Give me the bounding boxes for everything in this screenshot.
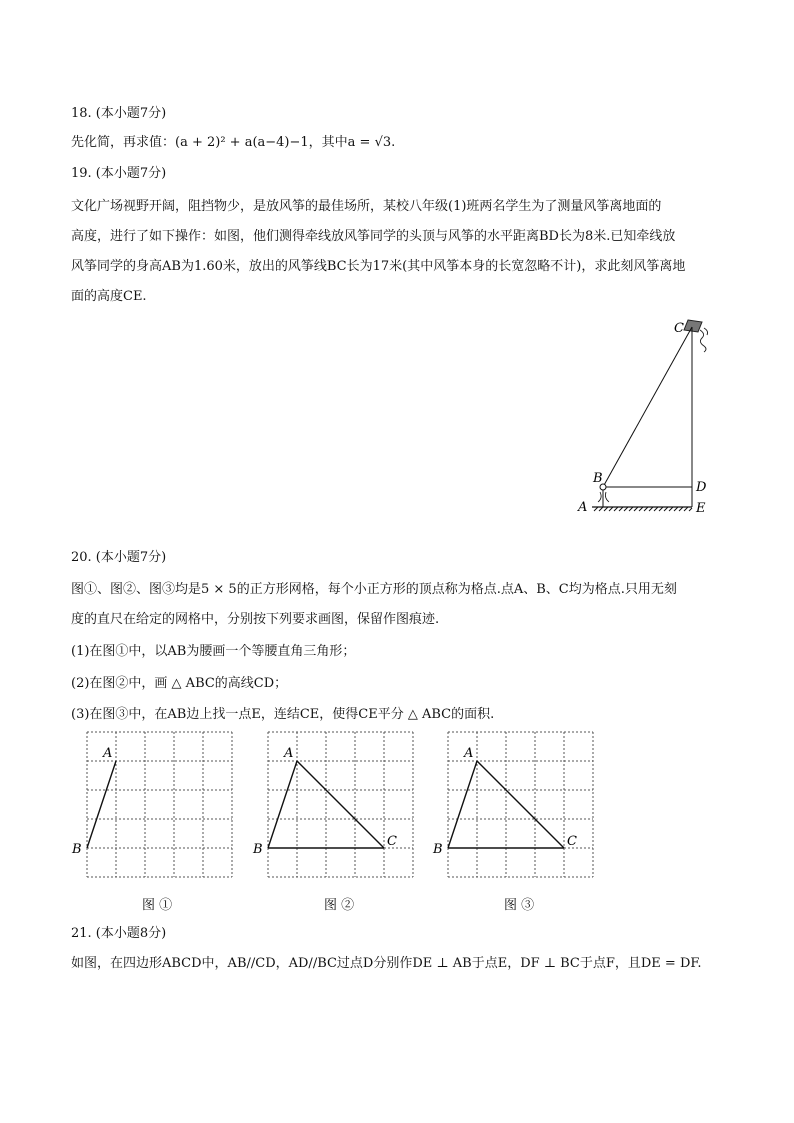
q20-line-1: 图①、图②、图③均是5 × 5的正方形网格，每个小正方形的顶点称为格点.点A、B、C均为格点.只用无刻 — [71, 582, 677, 597]
kite-shape — [684, 320, 702, 332]
label-e: E — [696, 501, 706, 516]
caption-figure-2: 图 ② — [324, 898, 355, 913]
segment-ac — [477, 761, 564, 848]
q20-task-1: (1)在图①中，以AB为腰画一个等腰直角三角形； — [71, 644, 356, 659]
label-b: B — [253, 842, 263, 857]
grid-figure-3 — [421, 722, 601, 882]
kite-figure — [570, 312, 730, 522]
segment-ac — [297, 761, 384, 848]
grid-figure-2 — [241, 722, 421, 882]
label-a: A — [284, 746, 294, 761]
q18-text: 先化简，再求值：(a + 2)² + a(a−4)−1，其中a = √3. — [71, 135, 396, 150]
segment-ab — [87, 761, 116, 848]
q20-header: 20. (本小题7分) — [71, 550, 167, 565]
q20-line-2: 度的直尺在给定的网格中，分别按下列要求画图，保留作图痕迹. — [71, 612, 440, 627]
q18-header: 18. (本小题7分) — [71, 106, 167, 121]
kite-tail — [700, 330, 706, 352]
caption-figure-1: 图 ① — [142, 898, 173, 913]
label-d: D — [696, 480, 707, 495]
label-a: A — [464, 746, 474, 761]
segment-ab — [268, 761, 297, 848]
q19-line-2: 高度，进行了如下操作：如图，他们测得牵线放风筝同学的头顶与风筝的水平距离BD长为8米.已知牵线放 — [71, 229, 676, 244]
q19-line-4: 面的高度CE. — [71, 289, 147, 304]
kite-tail-2 — [704, 328, 708, 335]
ground-hatch — [594, 507, 692, 511]
q20-task-3: (3)在图③中，在AB边上找一点E，连结CE，使得CE平分 △ ABC的面积. — [71, 707, 495, 722]
label-a: A — [103, 746, 113, 761]
label-c: C — [387, 834, 397, 849]
q21-header: 21. (本小题8分) — [71, 926, 167, 941]
segment-ab — [448, 761, 477, 848]
label-c: C — [674, 321, 684, 336]
label-b: B — [433, 842, 443, 857]
q19-line-3: 风筝同学的身高AB为1.60米，放出的风筝线BC长为17米(其中风筝本身的长宽忽略不计)，求此刻风筝离地 — [71, 259, 686, 274]
q19-line-1: 文化广场视野开阔，阻挡物少，是放风筝的最佳场所，某校八年级(1)班两名学生为了测量风筝离地面的 — [71, 199, 662, 214]
q21-text: 如图，在四边形ABCD中，AB//CD，AD//BC过点D分别作DE ⊥ AB于点E，DF ⊥ BC于点F，且DE = DF. — [71, 956, 702, 971]
grid-figure-1 — [60, 722, 240, 882]
line-bc — [603, 327, 692, 487]
label-b: B — [72, 842, 82, 857]
q20-task-2: (2)在图②中，画 △ ABC的高线CD； — [71, 676, 288, 691]
label-c: C — [567, 834, 577, 849]
caption-figure-3: 图 ③ — [504, 898, 535, 913]
label-b: B — [593, 471, 603, 486]
label-a: A — [578, 500, 588, 515]
q19-header: 19. (本小题7分) — [71, 166, 167, 181]
